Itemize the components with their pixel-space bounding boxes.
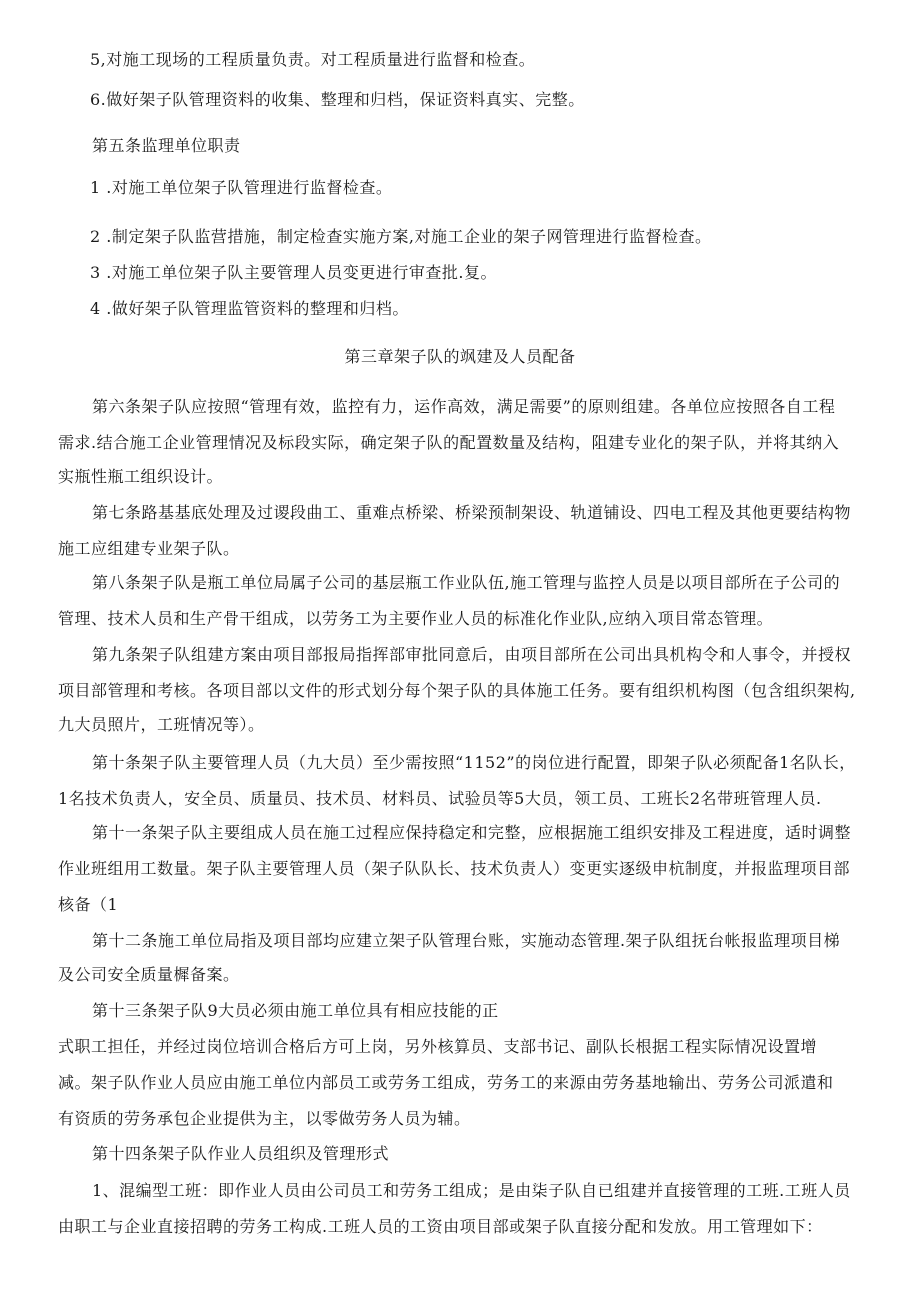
article-6-line-1: 第六条架子队应按照“管理有效，监控有力，运作高效，满足需要”的原则组建。各单位应按照各自工程 (92, 397, 836, 416)
supervision-item-1: 1 .对施工单位架子队管理进行监督检查。 (90, 178, 393, 197)
article-13-line-3: 减。架子队作业人员应由施工单位内部员工或劳务工组成，劳务工的来源由劳务基地输出、劳务公司派遣和 (58, 1073, 834, 1092)
article-5-heading: 第五条监理单位职责 (92, 136, 241, 155)
article-14-item-1-line-1: 1、混编型工班：即作业人员由公司员工和劳务工组成；是由柒子队自已组建并直接管理的工班.工班人员 (92, 1181, 851, 1200)
article-7-line-2: 施工应组建专业架子队。 (58, 539, 240, 558)
article-9-line-3: 九大员照片，工班情况等）。 (58, 715, 265, 734)
article-6-line-3: 实瓶性瓶工组织设计。 (58, 467, 224, 486)
article-13-line-1: 第十三条架子队9大员必须由施工单位具有相应技能的正 (92, 1001, 499, 1020)
article-10-line-1: 第十条架子队主要管理人员（九大员）至少需按照“1152”的岗位进行配置，即架子队必须配备1名队长， (92, 753, 856, 772)
article-8-line-1: 第八条架子队是瓶工单位局属子公司的基层瓶工作业队伍,施工管理与监控人员是以项目部所在子公司的 (92, 573, 841, 592)
article-14-item-1-line-2: 由职工与企业直接招聘的劳务工构成.工班人员的工资由项目部或架子队直接分配和发放。用工管理如下： (58, 1217, 823, 1236)
article-12-line-2: 及公司安全质量樨备案。 (58, 965, 240, 984)
article-11-line-3: 核备（1 (58, 895, 119, 914)
article-11-line-1: 第十一条架子队主要组成人员在施工过程应保持稳定和完整，应根据施工组织安排及工程进度，适时调整 (92, 823, 852, 842)
article-14-heading: 第十四条架子队作业人员组织及管理形式 (92, 1144, 390, 1163)
article-13-line-2: 式职工担任，并经过岗位培训合格后方可上岗，另外核算员、支部书记、副队长根据工程实际情况设置增 (58, 1037, 818, 1056)
article-12-line-1: 第十二条施工单位局指及项目部均应建立架子队管理台账，实施动态管理.架子队组抚台帐报监理项目梯 (92, 931, 841, 950)
supervision-item-3: 3 .对施工单位架子队主要管理人员变更进行审查批.复。 (90, 263, 497, 282)
article-9-line-1: 第九条架子队组建方案由项目部报局指挥部审批同意后，由项目部所在公司出具机构令和人事令，并授权 (92, 645, 852, 664)
article-11-line-2: 作业班组用工数量。架子队主要管理人员（架子队队长、技术负责人）变更实逐级申杭制度，并报监理项目部 (58, 859, 851, 878)
chapter-3-title: 第三章架子队的飒建及人员配备 (344, 347, 576, 366)
article-8-line-2: 管理、技术人员和生产骨干组成，以劳务工为主要作业人员的标准化作业队,应纳入项目常态管理。 (58, 609, 774, 628)
supervision-item-4: 4 .做好架子队管理监管资料的整理和归档。 (90, 299, 409, 318)
para-item-5: 5,对施工现场的工程质量负责。对工程质量进行监督和检查。 (90, 50, 536, 69)
article-10-line-2: 1名技术负责人，安全员、质量员、技术员、材料员、试验员等5大员，领工员、工班长2名带班管理人员. (58, 789, 822, 808)
article-13-line-4: 有资质的劳务承包企业提供为主，以零做劳务人员为辅。 (58, 1109, 471, 1128)
article-9-line-2: 项目部管理和考核。各项目部以文件的形式划分每个架子队的具体施工任务。要有组织机构图（包含组织架构, (58, 681, 856, 700)
supervision-item-2: 2 .制定架子队监营措施，制定检查实施方案,对施工企业的架子网管理进行监督检查。 (90, 227, 712, 246)
article-6-line-2: 需求.结合施工企业管理情况及标段实际，确定架子队的配置数量及结构，阻建专业化的架子队，并将其纳入 (58, 433, 840, 452)
para-item-6: 6.做好架子队管理资料的收集、整理和归档，保证资料真实、完整。 (90, 90, 585, 109)
article-7-line-1: 第七条路基基底处理及过谡段曲工、重难点桥梁、桥梁预制架设、轨道铺设、四电工程及其他更要结构物 (92, 503, 852, 522)
